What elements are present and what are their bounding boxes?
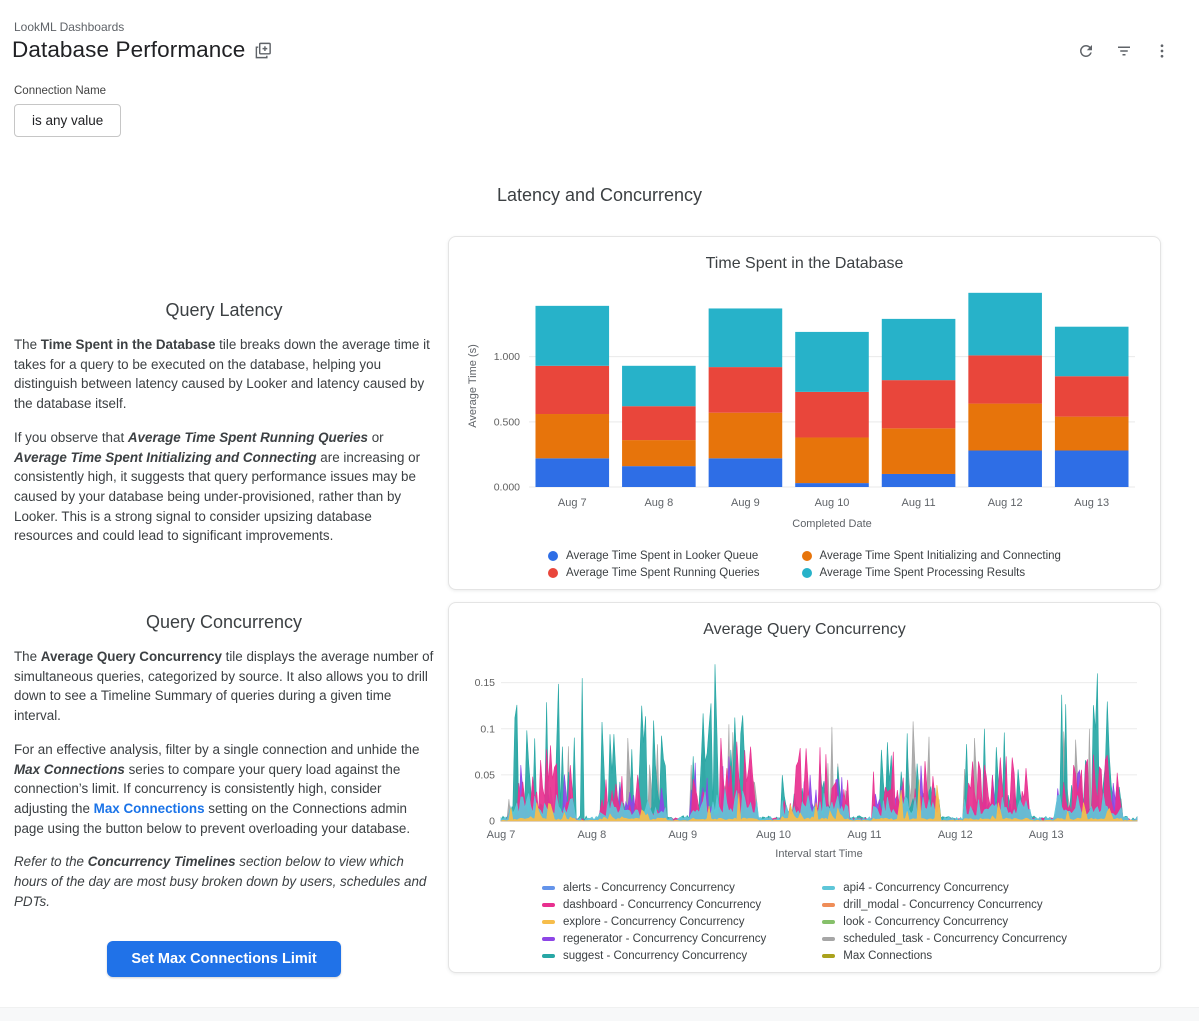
legend-item[interactable]: scheduled_task - Concurrency Concurrency: [822, 933, 1067, 945]
svg-text:Aug 13: Aug 13: [1074, 497, 1110, 509]
legend-item[interactable]: explore - Concurrency Concurrency: [542, 916, 766, 928]
area-chart-legend: [463, 882, 1146, 962]
time-spent-bar-chart[interactable]: [463, 277, 1147, 539]
legend-item[interactable]: look - Concurrency Concurrency: [822, 916, 1067, 928]
max-connections-link[interactable]: Max Connections: [93, 800, 205, 816]
svg-text:Aug 11: Aug 11: [901, 497, 936, 509]
filter-bar: [14, 85, 1199, 137]
svg-text:Aug 7: Aug 7: [557, 497, 587, 509]
bar-segment[interactable]: [709, 413, 783, 459]
bar-segment[interactable]: [795, 332, 869, 392]
query-concurrency-tile: [12, 546, 436, 911]
area-chart-title: Average Query Concurrency: [703, 621, 906, 638]
concurrency-area-chart[interactable]: [463, 643, 1147, 871]
svg-text:Aug 11: Aug 11: [847, 829, 882, 841]
svg-text:Aug 9: Aug 9: [731, 497, 760, 509]
dashboard-header: [0, 0, 1199, 63]
legend-item[interactable]: Average Time Spent Processing Results: [802, 567, 1061, 579]
bar-segment[interactable]: [709, 308, 783, 367]
paragraph: The Average Query Concurrency tile displays the average number of simultaneous queries, categorized by source. It also allows you to drill down to see a Timeline Summary of queries during a given time interval.: [14, 649, 434, 724]
bar-chart-legend: [463, 550, 1146, 579]
legend-item[interactable]: alerts - Concurrency Concurrency: [542, 882, 766, 894]
svg-text:1.000: 1.000: [493, 351, 520, 364]
query-latency-tile: [12, 236, 436, 546]
text-column: [12, 236, 436, 977]
bar-segment[interactable]: [968, 293, 1042, 356]
concurrency-card: [448, 602, 1161, 973]
bar-segment[interactable]: [795, 437, 869, 483]
section-heading: Latency and Concurrency: [496, 185, 703, 205]
bar-segment[interactable]: [1055, 451, 1129, 487]
legend-item[interactable]: dashboard - Concurrency Concurrency: [542, 899, 766, 911]
bar-segment[interactable]: [622, 440, 696, 466]
paragraph: Refer to the Concurrency Timelines section below to view which hours of the day are most busy broken down by users, schedules and PDTs.: [14, 854, 427, 909]
legend-item[interactable]: Max Connections: [822, 950, 1067, 962]
svg-text:Aug 12: Aug 12: [987, 497, 1023, 509]
svg-text:Aug 13: Aug 13: [1028, 829, 1064, 841]
text-tile-heading: Query Latency: [165, 300, 283, 320]
svg-text:0.500: 0.500: [493, 416, 520, 429]
bar-segment[interactable]: [535, 306, 609, 366]
bar-segment[interactable]: [1055, 417, 1129, 451]
legend-item[interactable]: regenerator - Concurrency Concurrency: [542, 933, 766, 945]
paragraph: If you observe that Average Time Spent Running Queries or Average Time Spent Initializing and Connecting are increasing or consistently high, it suggests that query performance issues may be caused by your database being under-provisioned, rather than by Looker. This is a strong signal to consider upsizing database resources and could lead to significant improvements.: [14, 429, 421, 544]
svg-text:0.1: 0.1: [480, 723, 495, 736]
svg-text:Completed Date: Completed Date: [792, 518, 872, 530]
bar-chart-title: Time Spent in the Database: [705, 255, 904, 272]
legend-item[interactable]: Average Time Spent Running Queries: [548, 567, 759, 579]
legend-item[interactable]: Average Time Spent in Looker Queue: [548, 550, 759, 562]
svg-text:0.000: 0.000: [493, 481, 520, 494]
bar-segment[interactable]: [968, 404, 1042, 451]
svg-text:Aug 10: Aug 10: [756, 829, 792, 841]
filter-label: Connection Name: [14, 85, 107, 97]
svg-text:Aug 7: Aug 7: [486, 829, 516, 841]
bar-segment[interactable]: [882, 474, 956, 487]
page-title: Database Performance: [12, 37, 246, 62]
legend-item[interactable]: api4 - Concurrency Concurrency: [822, 882, 1067, 894]
header-actions: [1077, 42, 1171, 60]
bar-segment[interactable]: [882, 380, 956, 428]
more-vert-icon[interactable]: [1153, 42, 1171, 60]
svg-text:Aug 8: Aug 8: [577, 829, 607, 841]
legend-item[interactable]: Average Time Spent Initializing and Connecting: [802, 550, 1061, 562]
bar-segment[interactable]: [709, 367, 783, 413]
bar-segment[interactable]: [882, 319, 956, 380]
time-spent-card: [448, 236, 1161, 590]
refresh-icon[interactable]: [1077, 42, 1095, 60]
svg-text:0.05: 0.05: [474, 769, 495, 782]
svg-text:Aug 10: Aug 10: [814, 497, 850, 509]
bar-segment[interactable]: [535, 414, 609, 458]
bar-segment[interactable]: [535, 458, 609, 487]
bar-segment[interactable]: [1055, 327, 1129, 377]
breadcrumb: LookML Dashboards: [14, 20, 125, 34]
paragraph: For an effective analysis, filter by a single connection and unhide the Max Connections series to compare your query load against the connection’s limit. If concurrency is consistently high, consider adjusting the Max Connections setting on the Connections admin page using the button below to prevent overloading your database.: [14, 741, 420, 836]
next-section-edge: [0, 1007, 1199, 1021]
connection-name-filter[interactable]: is any value: [14, 104, 121, 137]
svg-text:Interval start Time: Interval start Time: [775, 848, 863, 860]
svg-text:Aug 12: Aug 12: [937, 829, 973, 841]
bar-segment[interactable]: [622, 406, 696, 440]
bar-segment[interactable]: [795, 392, 869, 438]
chart-column: [448, 236, 1161, 973]
svg-text:0: 0: [489, 815, 495, 828]
bar-segment[interactable]: [968, 451, 1042, 487]
legend-item[interactable]: suggest - Concurrency Concurrency: [542, 950, 766, 962]
bar-segment[interactable]: [795, 483, 869, 487]
add-to-dashboard-icon[interactable]: [254, 41, 273, 60]
bar-segment[interactable]: [535, 366, 609, 414]
legend-item[interactable]: drill_modal - Concurrency Concurrency: [822, 899, 1067, 911]
bar-segment[interactable]: [622, 366, 696, 406]
paragraph: The Time Spent in the Database tile breaks down the average time it takes for a query to be executed on the database, helping you distinguish between latency caused by Looker and latency caused by the database itself.: [14, 337, 430, 412]
set-max-connections-button[interactable]: Set Max Connections Limit: [107, 941, 340, 977]
bar-segment[interactable]: [709, 458, 783, 487]
svg-text:Aug 9: Aug 9: [668, 829, 698, 841]
svg-text:Average Time (s): Average Time (s): [467, 344, 479, 428]
bar-segment[interactable]: [622, 466, 696, 487]
svg-text:0.15: 0.15: [474, 677, 495, 690]
svg-text:Aug 8: Aug 8: [644, 497, 674, 509]
text-tile-heading: Query Concurrency: [145, 612, 303, 633]
bar-segment[interactable]: [882, 428, 956, 474]
filter-icon[interactable]: [1115, 42, 1133, 60]
bar-segment[interactable]: [968, 355, 1042, 403]
bar-segment[interactable]: [1055, 376, 1129, 416]
